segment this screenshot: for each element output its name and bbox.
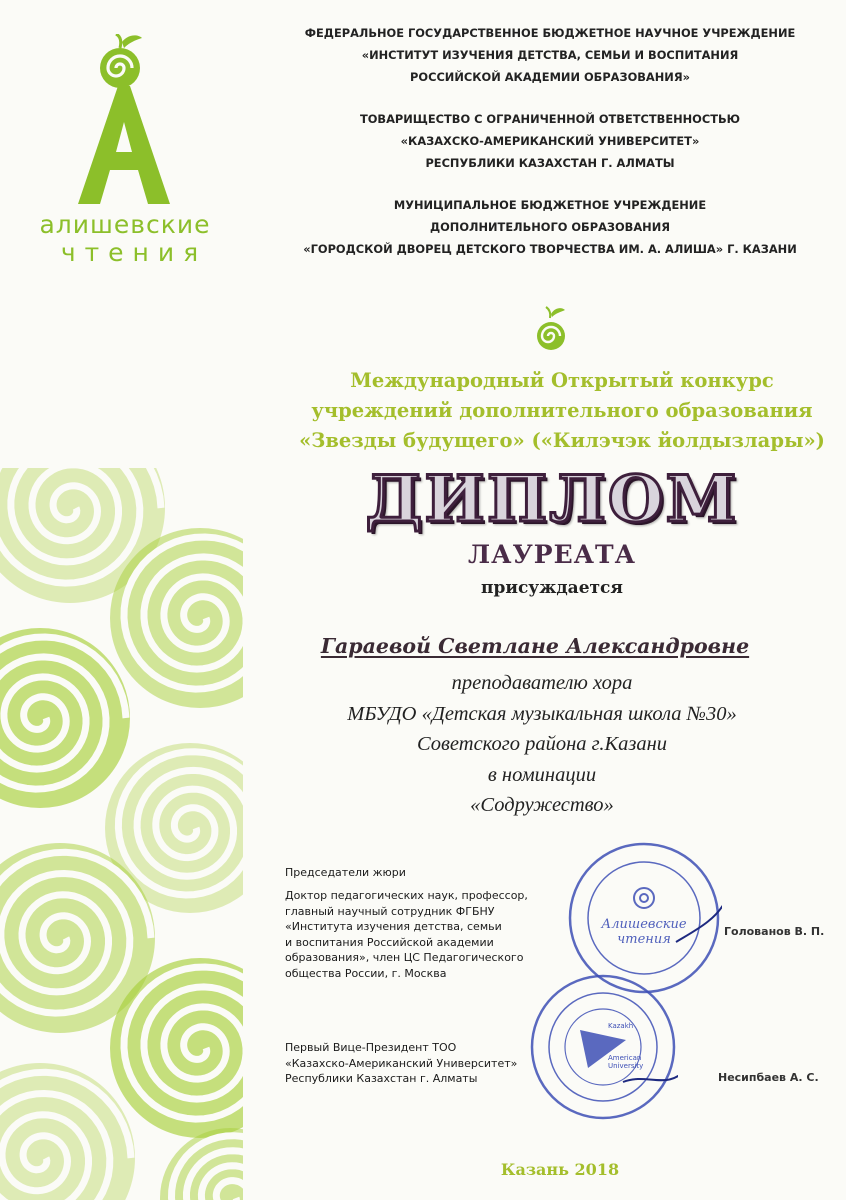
jury-chair1-credentials <box>285 888 528 982</box>
organizer-1-line3: РОССИЙСКОЙ АКАДЕМИИ ОБРАЗОВАНИЯ» <box>410 70 690 84</box>
chair1-line: общества России, г. Москва <box>285 966 447 980</box>
chair1-line: и воспитания Российской академии <box>285 935 494 949</box>
chair1-name: Голованов В. П. <box>724 925 825 938</box>
organizer-2 <box>290 108 810 174</box>
organizer-3 <box>290 194 810 260</box>
jury-heading: Председатели жюри <box>285 866 406 879</box>
stamp1-text: Алишевские <box>601 917 687 932</box>
organizer-1 <box>290 22 810 88</box>
chair1-line: главный научный сотрудник ФГБНУ <box>285 904 495 918</box>
chair1-line: образования», член ЦС Педагогического <box>285 951 524 965</box>
svg-text:Kazakh: Kazakh <box>608 1022 634 1030</box>
organizer-3-line2: ДОПОЛНИТЕЛЬНОГО ОБРАЗОВАНИЯ <box>429 220 671 234</box>
recipient-details <box>262 668 822 821</box>
contest-title <box>262 366 846 456</box>
recipient-name: Гараевой Светлане Александровне <box>320 634 750 658</box>
svg-text:University: University <box>608 1062 644 1070</box>
svg-text:чтения: чтения <box>617 932 671 947</box>
diploma-subtitle: ЛАУРЕАТА <box>468 540 636 569</box>
recipient-school: МБУДО «Детская музыкальная школа №30» <box>347 702 737 725</box>
organizer-1-line2: «ИНСТИТУТ ИЗУЧЕНИЯ ДЕТСТВА, СЕМЬИ И ВОСПИТАНИЯ <box>361 48 739 62</box>
chair1-line: «Института изучения детства, семьи <box>285 920 502 934</box>
organizer-2-line1: ТОВАРИЩЕСТВО С ОГРАНИЧЕННОЙ ОТВЕТСТВЕННОСТЬЮ <box>359 112 741 126</box>
diploma-title: ДИПЛОМ <box>365 462 739 537</box>
nomination-value: «Содружество» <box>470 794 614 816</box>
chair2-line: Республики Казахстан г. Алматы <box>285 1072 478 1086</box>
recipient-position: преподавателю хора <box>451 672 633 694</box>
stamp-kazakh-american-university <box>528 972 678 1122</box>
alishevskie-chteniya-logo <box>30 34 220 267</box>
chair1-line: Доктор педагогических наук, профессор, <box>285 889 528 902</box>
chair2-name: Несипбаев А. С. <box>718 1071 819 1084</box>
jury-chair2-credentials <box>285 1040 517 1087</box>
logo-wordmark-line2: чтения <box>60 238 208 267</box>
organizer-2-line2: «КАЗАХСКО-АМЕРИКАНСКИЙ УНИВЕРСИТЕТ» <box>400 134 700 148</box>
chair2-line: Первый Вице-Президент ТОО <box>285 1041 457 1054</box>
footer-place-year: Казань 2018 <box>500 1160 620 1179</box>
spiral-decoration <box>0 468 243 1200</box>
recipient-district: Советского района г.Казани <box>416 733 668 755</box>
logo-wordmark-line1: алишевские <box>39 210 211 239</box>
apple-spiral-icon <box>537 306 567 354</box>
awarded-text: присуждается <box>481 578 623 598</box>
organizer-1-line1: ФЕДЕРАЛЬНОЕ ГОСУДАРСТВЕННОЕ БЮДЖЕТНОЕ НАУЧНОЕ УЧРЕЖДЕНИЕ <box>304 26 796 40</box>
logo-letter-a-icon <box>60 34 190 209</box>
organizer-2-line3: РЕСПУБЛИКИ КАЗАХСТАН Г. АЛМАТЫ <box>425 156 675 170</box>
contest-line1: Международный Открытый конкурс <box>350 369 774 392</box>
organizer-3-line1: МУНИЦИПАЛЬНОЕ БЮДЖЕТНОЕ УЧРЕЖДЕНИЕ <box>393 198 707 212</box>
svg-text:American: American <box>608 1054 642 1062</box>
spiral-shape <box>0 628 130 808</box>
contest-line3: «Звезды будущего» («Килэчэк йолдызлары») <box>299 429 825 452</box>
nomination-label: в номинации <box>487 763 597 786</box>
contest-line2: учреждений дополнительного образования <box>311 399 813 422</box>
spiral-shape <box>160 1128 243 1200</box>
spiral-shape <box>0 1063 135 1200</box>
chair2-line: «Казахско-Американский Университет» <box>285 1056 518 1070</box>
organizer-3-line3: «ГОРОДСКОЙ ДВОРЕЦ ДЕТСКОГО ТВОРЧЕСТВА ИМ. А. АЛИША» Г. КАЗАНИ <box>303 242 797 256</box>
